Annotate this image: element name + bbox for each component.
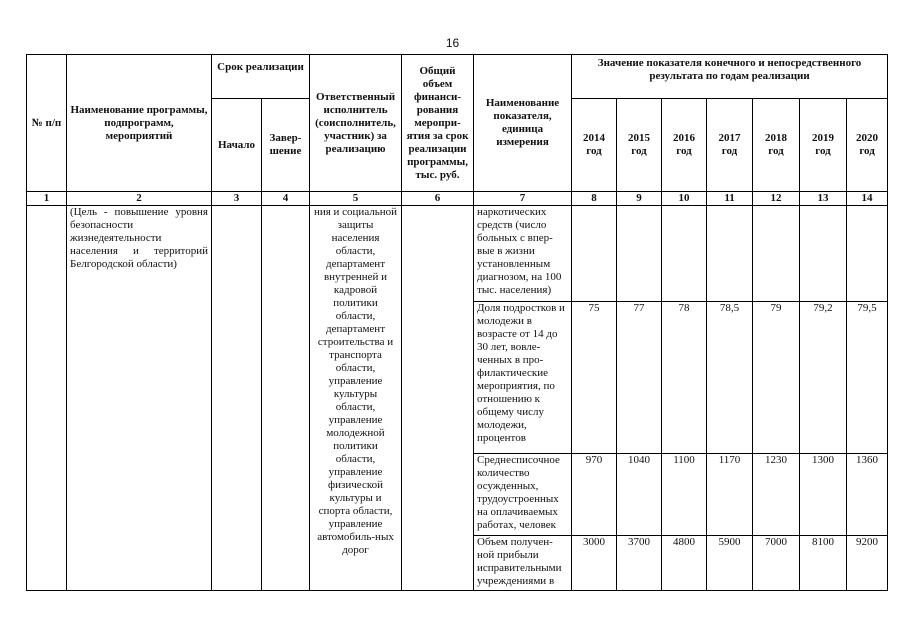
column-number: 14 (847, 192, 888, 206)
column-number: 4 (262, 192, 310, 206)
header-year-2016: 2016 год (662, 99, 707, 192)
header-year-2019: 2019 год (800, 99, 847, 192)
value-cell: 1300 (800, 454, 847, 536)
header-year-2015: 2015 год (617, 99, 662, 192)
value-cell: 5900 (707, 536, 753, 591)
value-cell: 1040 (617, 454, 662, 536)
header-num: № п/п (27, 55, 67, 192)
header-year-2018: 2018 год (753, 99, 800, 192)
value-cell: 1230 (753, 454, 800, 536)
value-cell (800, 206, 847, 302)
value-cell: 78,5 (707, 302, 753, 454)
value-cell (617, 206, 662, 302)
row-number-cell (27, 206, 67, 591)
column-number: 3 (212, 192, 262, 206)
column-number: 11 (707, 192, 753, 206)
end-cell (262, 206, 310, 591)
program-goal-cell: (Цель - повышение уровня безопасности жизнедеятельности населения и территорий Белгородской области) (67, 206, 212, 591)
column-number: 13 (800, 192, 847, 206)
value-cell (753, 206, 800, 302)
column-number: 10 (662, 192, 707, 206)
value-cell: 1100 (662, 454, 707, 536)
header-program-name: Наименование программы, подпрограмм, мероприятий (67, 55, 212, 192)
value-cell: 970 (572, 454, 617, 536)
value-cell: 77 (617, 302, 662, 454)
header-responsible: Ответственный исполнитель (соисполнитель, участник) за реализацию (310, 55, 402, 192)
start-cell (212, 206, 262, 591)
value-cell: 9200 (847, 536, 888, 591)
value-cell (572, 206, 617, 302)
header-year-2020: 2020 год (847, 99, 888, 192)
value-cell: 8100 (800, 536, 847, 591)
header-indicator: Наименование показателя, единица измерения (474, 55, 572, 192)
column-number: 2 (67, 192, 212, 206)
program-table (26, 54, 888, 591)
value-cell (662, 206, 707, 302)
header-year-2017: 2017 год (707, 99, 753, 192)
column-number: 6 (402, 192, 474, 206)
indicator-name: Среднесписочное количество осужденных, трудоустроенных на оплачиваемых работах, человек (474, 454, 572, 536)
column-number: 1 (27, 192, 67, 206)
indicator-name: Доля подростков и молодежи в возрасте от 14 до 30 лет, вовле-ченных в про-филактические мероприятия, по отношению к общему числу молодежи, процентов (474, 302, 572, 454)
finance-cell (402, 206, 474, 591)
header-end: Завер-шение (262, 99, 310, 192)
header-period: Срок реализации (212, 55, 310, 99)
value-cell: 7000 (753, 536, 800, 591)
page-number: 16 (445, 36, 460, 50)
value-cell (707, 206, 753, 302)
column-number: 8 (572, 192, 617, 206)
table-row (27, 206, 888, 302)
value-cell (847, 206, 888, 302)
value-cell: 1360 (847, 454, 888, 536)
header-finance: Общий объем финанси-рования меропри-ятия за срок реализации программы, тыс. руб. (402, 55, 474, 192)
column-number: 12 (753, 192, 800, 206)
column-number: 5 (310, 192, 402, 206)
value-cell: 3000 (572, 536, 617, 591)
value-cell: 79 (753, 302, 800, 454)
indicator-name: наркотических средств (число больных с впер-вые в жизни установленным диагнозом, на 100 тыс. населения) (474, 206, 572, 302)
header-values: Значение показателя конечного и непосредственного результата по годам реализации (572, 55, 888, 99)
value-cell: 79,2 (800, 302, 847, 454)
value-cell: 4800 (662, 536, 707, 591)
header-start: Начало (212, 99, 262, 192)
responsible-cell: ния и социальной защиты населения области, департамент внутренней и кадровой политики области, департамент строительства и транспорта области, управление культуры области, управление молодежной политики области, управление физической культуры и спорта области, управление автомобиль-ных дорог (310, 206, 402, 591)
column-number: 7 (474, 192, 572, 206)
column-number: 9 (617, 192, 662, 206)
value-cell: 1170 (707, 454, 753, 536)
value-cell: 3700 (617, 536, 662, 591)
column-number-row (27, 192, 888, 206)
header-year-2014: 2014 год (572, 99, 617, 192)
value-cell: 79,5 (847, 302, 888, 454)
value-cell: 75 (572, 302, 617, 454)
indicator-name: Объем получен-ной прибыли исправительными учреждениями в (474, 536, 572, 591)
value-cell: 78 (662, 302, 707, 454)
